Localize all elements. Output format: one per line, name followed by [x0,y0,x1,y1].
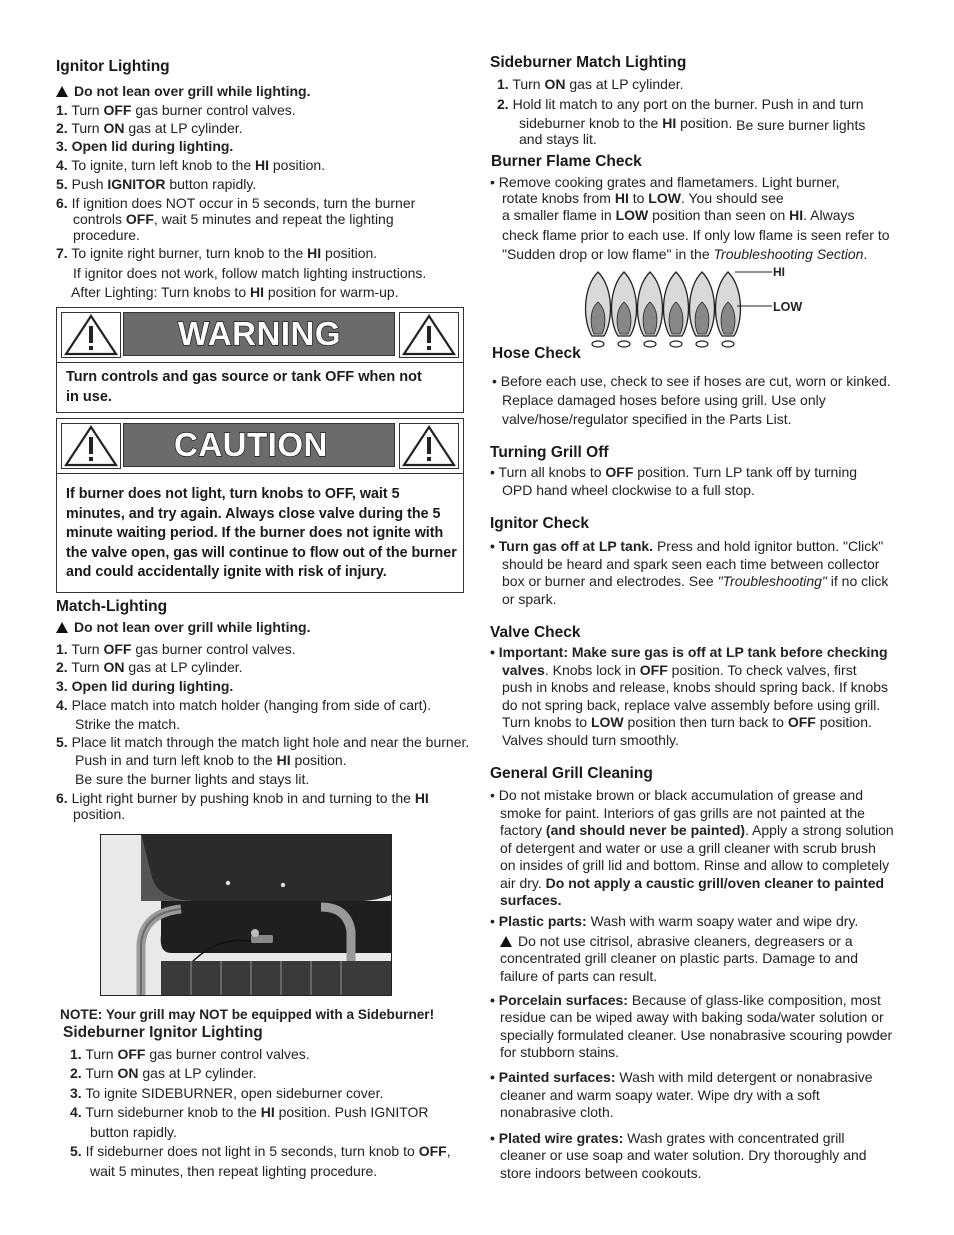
burner-flame-line-1: • Remove cooking grates and flametamers. Light burner, [490,174,840,190]
flame-cone [638,272,663,347]
ignitor-step-3: 3. Open lid during lighting. [56,138,234,154]
sideburner-match-step-2: 2. Hold lit match to any port on the burner. Push in and turn [497,96,864,112]
ignitor-step-5: 5. Push IGNITOR button rapidly. [56,176,257,192]
ignitor-step-4: 4. To ignite, turn left knob to the HI position. [56,157,326,173]
cleaning-a-line-1: • Do not mistake brown or black accumulation of grease and [490,787,863,803]
cleaning-painted-line-2: cleaner and warm soapy water. Wipe dry with a soft [500,1087,820,1103]
match-step-6: 6. Light right burner by pushing knob in and turning to the HI [56,790,429,806]
cleaning-plastic-line-3: concentrated grill cleaner on plastic parts. Damage to and [500,950,858,966]
cleaning-grates-line-2: cleaner or use soap and water solution. Dry thoroughly and [500,1147,867,1163]
burner-flame-line-2: rotate knobs from HI to LOW. You should see [502,190,784,206]
sideburner-ignitor-step-4-line-2: button rapidly. [90,1124,177,1140]
sideburner-match-step-2-line-3: and stays lit. [519,131,597,147]
ignitor-check-line-4: or spark. [502,591,557,607]
hose-check-title: Hose Check [492,345,581,362]
sideburner-ignitor-step-4: 4. Turn sideburner knob to the HI position. Push IGNITOR [70,1104,429,1120]
match-step-5: 5. Place lit match through the match light hole and near the burner. [56,734,470,750]
valve-check-line-1: • Important: Make sure gas is off at LP tank before checking [490,644,888,660]
cleaning-porcelain-line-2: residue can be wiped away with baking soda/water solution or [500,1009,884,1025]
cleaning-porcelain-line-1: • Porcelain surfaces: Because of glass-like composition, most [490,992,881,1008]
ignitor-step-6-line-3: procedure. [73,227,140,243]
sideburner-ignitor-step-1: 1. Turn OFF gas burner control valves. [70,1046,310,1062]
burner-flame-line-4: check flame prior to each use. If only low flame is seen refer to [502,227,890,243]
warning-sign [56,307,464,413]
burner-flame-line-3: a smaller flame in LOW position than seen on HI. Always [502,207,855,223]
flame-cone [716,272,741,347]
sideburner-match-title: Sideburner Match Lighting [490,54,687,71]
flame-label-low: LOW [773,300,803,314]
ignitor-check-line-3: box or burner and electrodes. See "Troubleshooting" if no click [502,573,889,589]
sideburner-match-step-1: 1. Turn ON gas at LP cylinder. [497,76,684,92]
cleaning-a-line-7: surfaces. [500,892,562,908]
caution-text-line-2: minutes, and try again. Always close valve during the 5 [66,506,441,522]
match-step-4: 4. Place match into match holder (hanging from side of cart). [56,697,432,713]
cleaning-painted-line-3: nonabrasive cloth. [500,1104,614,1120]
caution-text-line-1: If burner does not light, turn knobs to OFF, wait 5 [66,486,400,502]
general-cleaning-title: General Grill Cleaning [490,765,653,782]
ignitor-lighting-warning-note: Do not lean over grill while lighting. [56,83,310,100]
hose-check-line-1: • Before each use, check to see if hoses are cut, worn or kinked. [492,373,891,389]
cleaning-a-line-4: of detergent and water or use a grill cleaner with scrub brush [500,840,876,856]
sideburner-note: NOTE: Your grill may NOT be equipped with a Sideburner! [60,1007,435,1022]
warning-triangle-icon [500,936,512,947]
cleaning-grates-line-3: store indoors between cookouts. [500,1165,702,1181]
caution-right-icon [399,423,459,469]
hose-check-line-3: valve/hose/regulator specified in the Parts List. [502,411,792,427]
ignitor-check-line-2: should be heard and spark seen each time between collector [502,556,880,572]
sideburner-ignitor-step-5-line-2: wait 5 minutes, then repeat lighting procedure. [90,1163,378,1179]
valve-check-line-5: Turn knobs to LOW position then turn back to OFF position. [502,714,872,730]
cleaning-plastic-line-4: failure of parts can result. [500,968,658,984]
caution-text-line-5: and could accidentally ignite with risk of injury. [66,564,387,580]
valve-check-line-2: valves. Knobs lock in OFF position. To check valves, first [502,662,857,678]
grill-match-holder-photo [100,834,392,996]
valve-check-line-3: push in knobs and release, knobs should spring back. If knobs [502,679,889,695]
match-step-5-line-2: Push in and turn left knob to the HI position. [75,752,347,768]
turning-grill-off-title: Turning Grill Off [490,444,609,461]
match-step-1: 1. Turn OFF gas burner control valves. [56,641,296,657]
warning-text-line-1: Turn controls and gas source or tank OFF when not [66,369,422,385]
flame-cone [664,272,689,347]
caution-text-line-4: the valve open, gas will continue to flow out of the burner [66,545,457,561]
ignitor-step-1: 1. Turn OFF gas burner control valves. [56,102,296,118]
cleaning-porcelain-line-3: specially formulated cleaner. Use nonabrasive scouring powder [500,1027,893,1043]
sideburner-match-step-2-line-2: sideburner knob to the HI position. Be sure burner lights [519,115,866,133]
cleaning-a-line-2: smoke for paint. Interiors of gas grills are not painted at the [500,805,865,821]
valve-check-line-4: do not spring back, replace valve assembly before using grill. [502,697,881,713]
ignitor-lighting-title: Ignitor Lighting [56,58,170,75]
caution-label: CAUTION [123,423,395,467]
valve-check-title: Valve Check [490,624,581,641]
burner-flame-check-title: Burner Flame Check [491,153,642,170]
flame-cone [586,272,611,347]
ignitor-step-7: 7. To ignite right burner, turn knob to the HI position. [56,245,378,261]
match-step-3: 3. Open lid during lighting. [56,678,234,694]
warning-triangle-icon [56,622,68,633]
turning-off-line-2: OPD hand wheel clockwise to a full stop. [502,482,755,498]
valve-check-line-6: Valves should turn smoothly. [502,732,679,748]
hose-check-line-2: Replace damaged hoses before using grill. Use only [502,392,826,408]
cleaning-painted-line-1: • Painted surfaces: Wash with mild detergent or nonabrasive [490,1069,873,1085]
sideburner-ignitor-step-3: 3. To ignite SIDEBURNER, open sideburner cover. [70,1085,384,1101]
warning-right-icon [399,312,459,358]
caution-sign [56,418,464,593]
sideburner-ignitor-step-2: 2. Turn ON gas at LP cylinder. [70,1065,257,1081]
warning-label: WARNING [123,312,395,356]
match-lighting-title: Match-Lighting [56,598,168,615]
ignitor-after-line-1: If ignitor does not work, follow match lighting instructions. [73,265,427,281]
sideburner-ignitor-title: Sideburner Ignitor Lighting [63,1024,263,1041]
ignitor-step-6: 6. If ignition does NOT occur in 5 seconds, turn the burner [56,195,416,211]
cleaning-a-line-6: air dry. Do not apply a caustic grill/oven cleaner to painted [500,875,885,891]
cleaning-porcelain-line-4: for stubborn stains. [500,1044,620,1060]
match-step-4-line-2: Strike the match. [75,716,181,732]
ignitor-step-6-line-2: controls OFF, wait 5 minutes and repeat the lighting [73,211,394,227]
ignitor-check-line-1: • Turn gas off at LP tank. Press and hold ignitor button. "Click" [490,538,884,554]
ignitor-check-title: Ignitor Check [490,515,590,532]
ignitor-step-2: 2. Turn ON gas at LP cylinder. [56,120,243,136]
warning-triangle-icon [56,86,68,97]
flame-label-hi: HI [773,265,785,279]
flame-cone [690,272,715,347]
cleaning-plastic-line-2: Do not use citrisol, abrasive cleaners, degreasers or a [500,933,853,950]
cleaning-grates-line-1: • Plated wire grates: Wash grates with concentrated grill [490,1130,845,1146]
match-lighting-warning-note: Do not lean over grill while lighting. [56,619,310,636]
match-step-2: 2. Turn ON gas at LP cylinder. [56,659,243,675]
flame-cone [612,272,637,347]
match-step-6-line-2: position. [73,806,126,822]
cleaning-a-line-5: on insides of grill lid and bottom. Rinse and allow to completely [500,857,890,873]
sideburner-ignitor-step-5: 5. If sideburner does not light in 5 seconds, turn knob to OFF, [70,1143,451,1159]
cleaning-plastic-line-1: • Plastic parts: Wash with warm soapy water and wipe dry. [490,913,859,929]
caution-text-line-3: minute waiting period. If the burner does not ignite with [66,525,444,541]
turning-off-line-1: • Turn all knobs to OFF position. Turn LP tank off by turning [490,464,858,480]
match-step-5-line-3: Be sure the burner lights and stays lit. [75,771,310,787]
caution-left-icon [61,423,121,469]
ignitor-after-line-2: After Lighting: Turn knobs to HI position for warm-up. [71,284,399,300]
burner-flame-line-5: "Sudden drop or low flame" in the Troubleshooting Section. [502,246,868,262]
cleaning-a-line-3: factory (and should never be painted). Apply a strong solution [500,822,894,838]
warning-text-line-2: in use. [66,389,112,405]
warning-left-icon [61,312,121,358]
